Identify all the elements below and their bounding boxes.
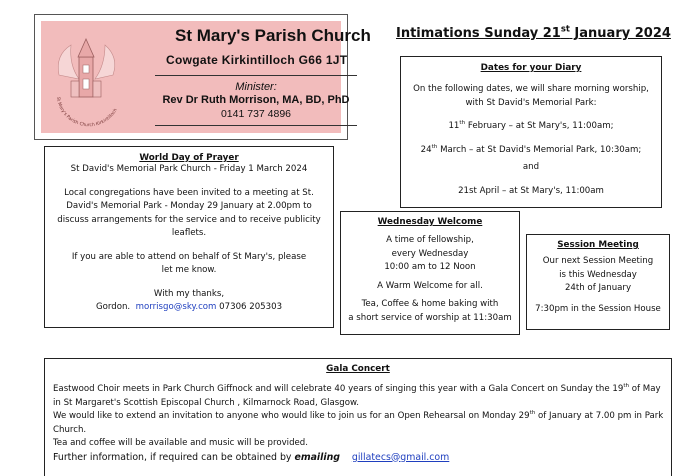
church-logo-icon (49, 35, 123, 131)
wednesday-line: every Wednesday (391, 248, 469, 259)
minister-label: Minister: (235, 81, 277, 93)
session-line: 24th of January (564, 283, 632, 293)
wednesday-line: Tea, Coffee & home baking with (361, 299, 499, 309)
diary-intro: On the following dates, we will share morning worship, with St David's Memorial Park: (413, 84, 649, 108)
gala-para-4: Further information, if required can be obtained by emailing gillatecs@gmail.com (53, 451, 450, 463)
gala-email-link[interactable]: gillatecs@gmail.com (351, 451, 450, 463)
divider (155, 125, 357, 126)
church-phone: 0141 737 4896 (220, 108, 292, 120)
gala-title: Gala Concert (326, 364, 390, 374)
diary-date-3: 21st April – at St Mary's, 11:00am (458, 185, 604, 196)
session-line: 7:30pm in the Session House (535, 303, 661, 314)
prayer-thanks: With my thanks, (153, 288, 225, 299)
wednesday-box (340, 211, 520, 335)
gala-body (53, 383, 665, 464)
church-name: St Mary's Parish Church (175, 26, 371, 45)
prayer-para-2: If you are able to attend on behalf of St Mary's, please let me know. (71, 251, 307, 275)
wednesday-title: Wednesday Welcome (377, 217, 483, 227)
session-line: Our next Session Meeting (542, 256, 654, 266)
session-line: is this Wednesday (559, 269, 637, 280)
prayer-subtitle: St David's Memorial Park Church - Friday 1 March 2024 (70, 164, 308, 174)
divider (155, 75, 357, 76)
wednesday-line: 10:00 am to 12 Noon (384, 262, 476, 272)
gala-box (44, 358, 672, 476)
prayer-para-1: Local congregations have been invited to a meeting at St. David's Memorial Park - Monday 29 January at 2.00pm to discuss arrangements for the service and to receive publicity leaflets. (57, 187, 321, 238)
gala-para-1: Eastwood Choir meets in Park Church Giffnock and will celebrate 40 years of singing this year with a Gala Concert on Sunday the 19th of May in St Margaret's Scottish Episcopal Church , Kilmarnock Road, Glasgow. (53, 383, 661, 408)
wednesday-line: A Warm Welcome for all. (377, 280, 483, 291)
prayer-signature: Gordon. morrisgo@sky.com 07306 205303 (95, 302, 283, 312)
logo-text: St Mary's Parish Church Kirkintilloch (54, 96, 119, 129)
church-header (34, 14, 371, 140)
prayer-box (44, 146, 334, 328)
diary-and: and (522, 162, 540, 172)
church-address: Cowgate Kirkintilloch G66 1JT (166, 53, 348, 67)
wednesday-line: A time of fellowship, (386, 235, 474, 245)
session-title: Session Meeting (557, 240, 639, 250)
gala-para-3: Tea and coffee will be available and music will be provided. (53, 438, 308, 448)
diary-box (400, 56, 662, 208)
prayer-email-link[interactable]: morrisgo@sky.com (135, 302, 217, 312)
session-box (526, 234, 670, 330)
page-title: Intimations Sunday 21st January 2024 (396, 23, 671, 41)
gala-para-2: We would like to extend an invitation to anyone who would like to join us for an Open Rehearsal on Monday 29th of January at 7.00 pm in Park Church. (53, 410, 664, 435)
diary-date-2: 24th March – at St David's Memorial Park, 10:30am; (420, 143, 642, 155)
diary-title: Dates for your Diary (480, 63, 582, 73)
minister-name: Rev Dr Ruth Morrison, MA, BD, PhD (162, 94, 350, 106)
prayer-title: World Day of Prayer (139, 153, 239, 163)
wednesday-line: a short service of worship at 11:30am (348, 312, 512, 323)
diary-date-1: 11th February – at St Mary's, 11:00am; (448, 120, 614, 131)
